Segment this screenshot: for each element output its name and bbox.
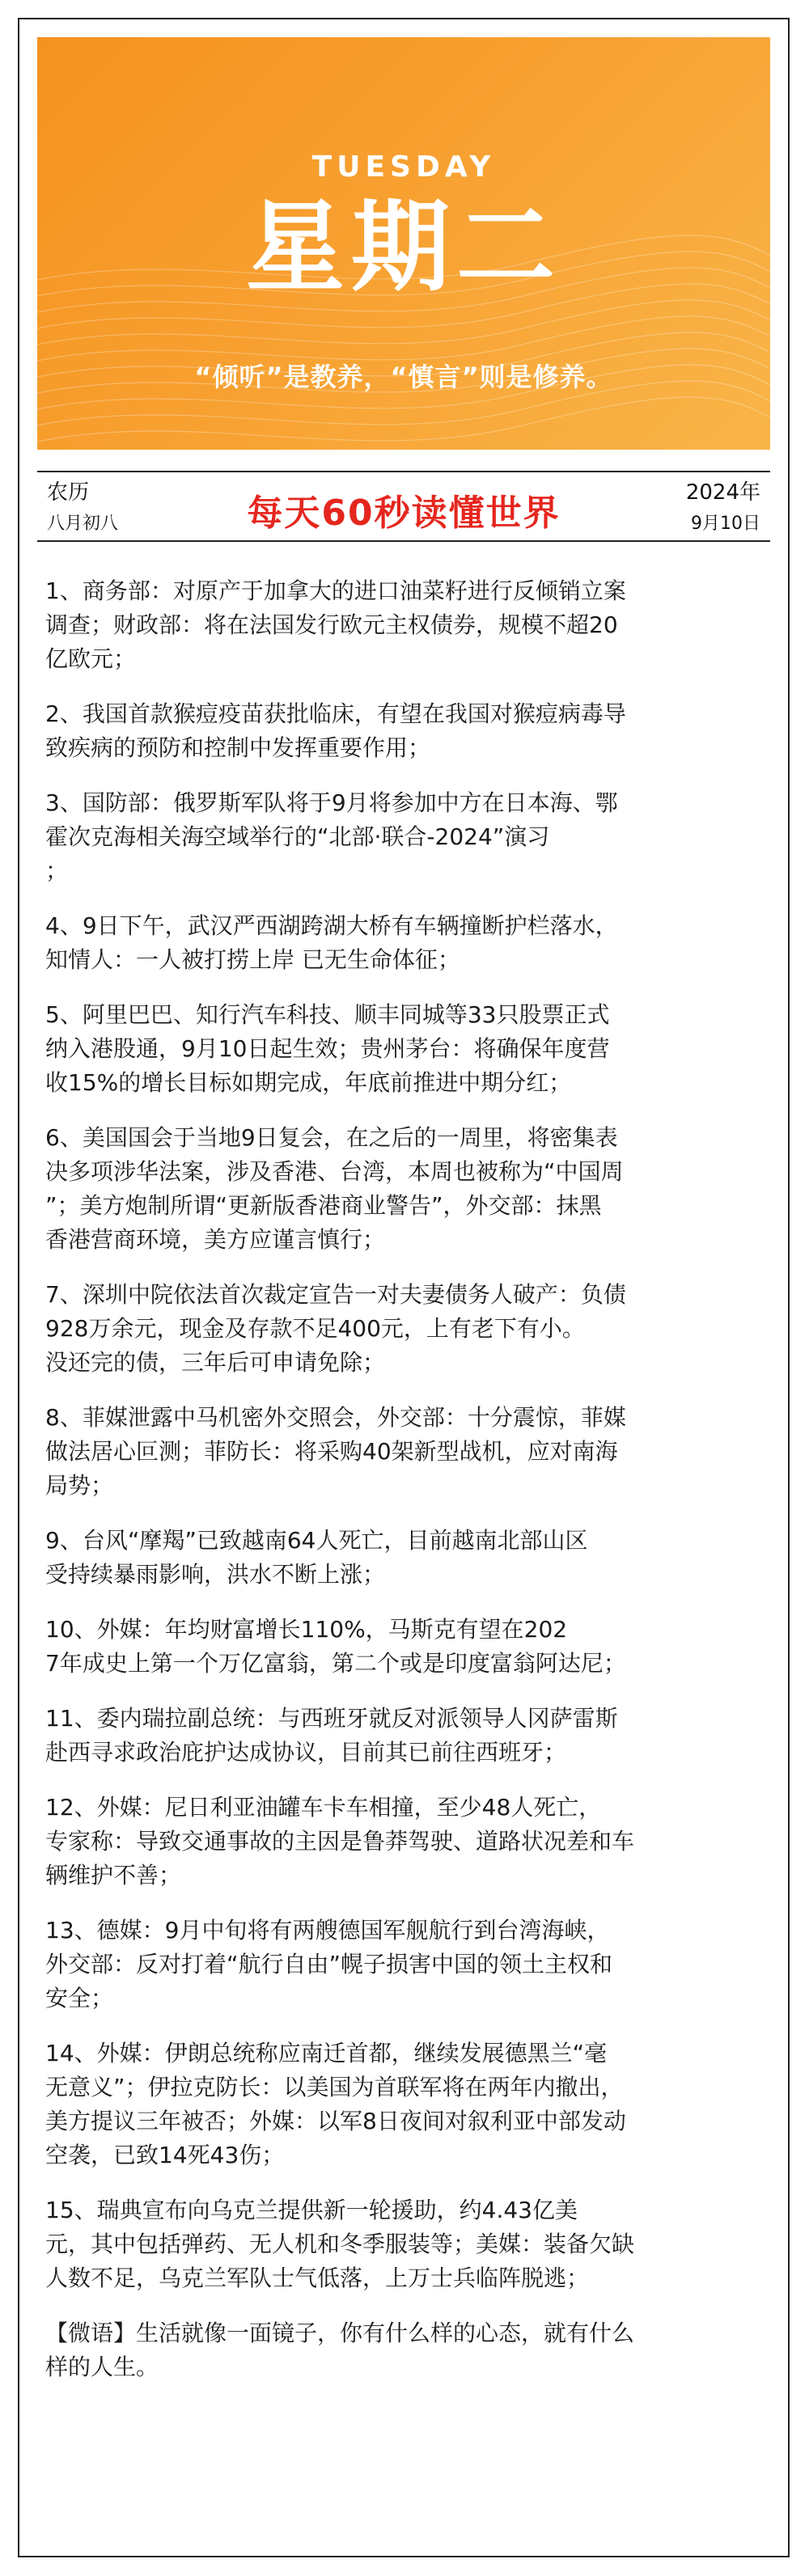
weekday-english: TUESDAY xyxy=(311,150,496,184)
news-item-14: 14、外媒：伊朗总统称应南迁首都，继续发展德黑兰“毫 无意义”；伊拉克防长：以美国为首联军将在两年内撤出， 美方提议三年被否；外媒：以军8日夜间对叙利亚中部发动 空袭，已致14死43伤； xyxy=(45,2040,626,2168)
news-item-12: 12、外媒：尼日利亚油罐车卡车相撞，至少48人死亡， 专家称：导致交通事故的主因是鲁莽驾驶、道路状况差和车 辆维护不善； xyxy=(45,1794,635,1889)
news-item-3: 3、国防部：俄罗斯军队将于9月将参加中方在日本海、鄂 霍次克海相关海空域举行的“北部·联合-2024”演习 ； xyxy=(45,789,618,884)
year-label: 2024年 xyxy=(685,480,760,505)
page-title: 每天60秒读懂世界 xyxy=(247,493,561,534)
news-item-8: 8、菲媒泄露中马机密外交照会，外交部：十分震惊，菲媒 做法居心叵测；菲防长：将采购40架新型战机，应对南海 局势； xyxy=(45,1404,626,1499)
dateline-top-rule xyxy=(37,471,770,472)
news-item-1: 1、商务部：对原产于加拿大的进口油菜籽进行反倾销立案 调查；财政部：将在法国发行欧元主权债券，规模不超20 亿欧元； xyxy=(45,577,626,672)
dateline-bar xyxy=(37,455,770,550)
news-item-4: 4、9日下午，武汉严西湖跨湖大桥有车辆撞断护栏落水， 知情人：一人被打捞上岸 已无生命体征； xyxy=(45,912,618,973)
news-item-10: 10、外媒：年均财富增长110%，马斯克有望在202 7年成史上第一个万亿富翁，第二个或是印度富翁阿达尼； xyxy=(45,1616,626,1677)
weekday-chinese: 星期二 xyxy=(246,190,561,305)
closing-remark: 【微语】生活就像一面镜子，你有什么样的心态，就有什么 样的人生。 xyxy=(45,2320,635,2380)
news-item-13: 13、德媒：9月中旬将有两艘德国军舰航行到台湾海峡， 外交部：反对打着“航行自由”幌子损害中国的领土主权和 安全； xyxy=(45,1917,613,2011)
news-item-15: 15、瑞典宣布向乌克兰提供新一轮援助，约4.43亿美 元，其中包括弹药、无人机和冬季服装等；美媒：装备欠缺 人数不足，乌克兰军队士气低落，上万士兵临阵脱逃； xyxy=(45,2197,635,2291)
news-item-2: 2、我国首款猴痘疫苗获批临床，有望在我国对猴痘病毒导 致疾病的预防和控制中发挥重要作用； xyxy=(45,700,626,761)
news-list xyxy=(45,574,765,2405)
month-day-label: 9月10日 xyxy=(691,514,760,534)
news-item-11: 11、委内瑞拉副总统：与西班牙就反对派领导人冈萨雷斯 赴西寻求政治庇护达成协议，目前其已前往西班牙； xyxy=(45,1705,618,1766)
header-banner xyxy=(37,37,770,450)
daily-quote: “倾听”是教养，“慎言”则是修养。 xyxy=(194,362,613,392)
dateline-bottom-rule xyxy=(37,540,770,542)
news-item-5: 5、阿里巴巴、知行汽车科技、顺丰同城等33只股票正式 纳入港股通，9月10日起生效；贵州茅台：将确保年度营 收15%的增长目标如期完成，年底前推进中期分红； xyxy=(45,1001,610,1096)
lunar-date: 八月初八 xyxy=(47,514,119,534)
lunar-calendar-label: 农历 xyxy=(47,480,90,505)
news-item-9: 9、台风“摩羯”已致越南64人死亡，目前越南北部山区 受持续暴雨影响，洪水不断上涨； xyxy=(45,1527,588,1588)
news-item-6: 6、美国国会于当地9日复会，在之后的一周里，将密集表 决多项涉华法案，涉及香港、台湾，本周也被称为“中国周 ”；美方炮制所谓“更新版香港商业警告”，外交部：抹黑 香港营商环境，美方应谨言慎行； xyxy=(45,1124,624,1253)
news-item-7: 7、深圳中院依法首次裁定宣告一对夫妻债务人破产：负债 928万余元，现金及存款不足400元，上有老下有小。 没还完的债，三年后可申请免除； xyxy=(45,1281,626,1376)
